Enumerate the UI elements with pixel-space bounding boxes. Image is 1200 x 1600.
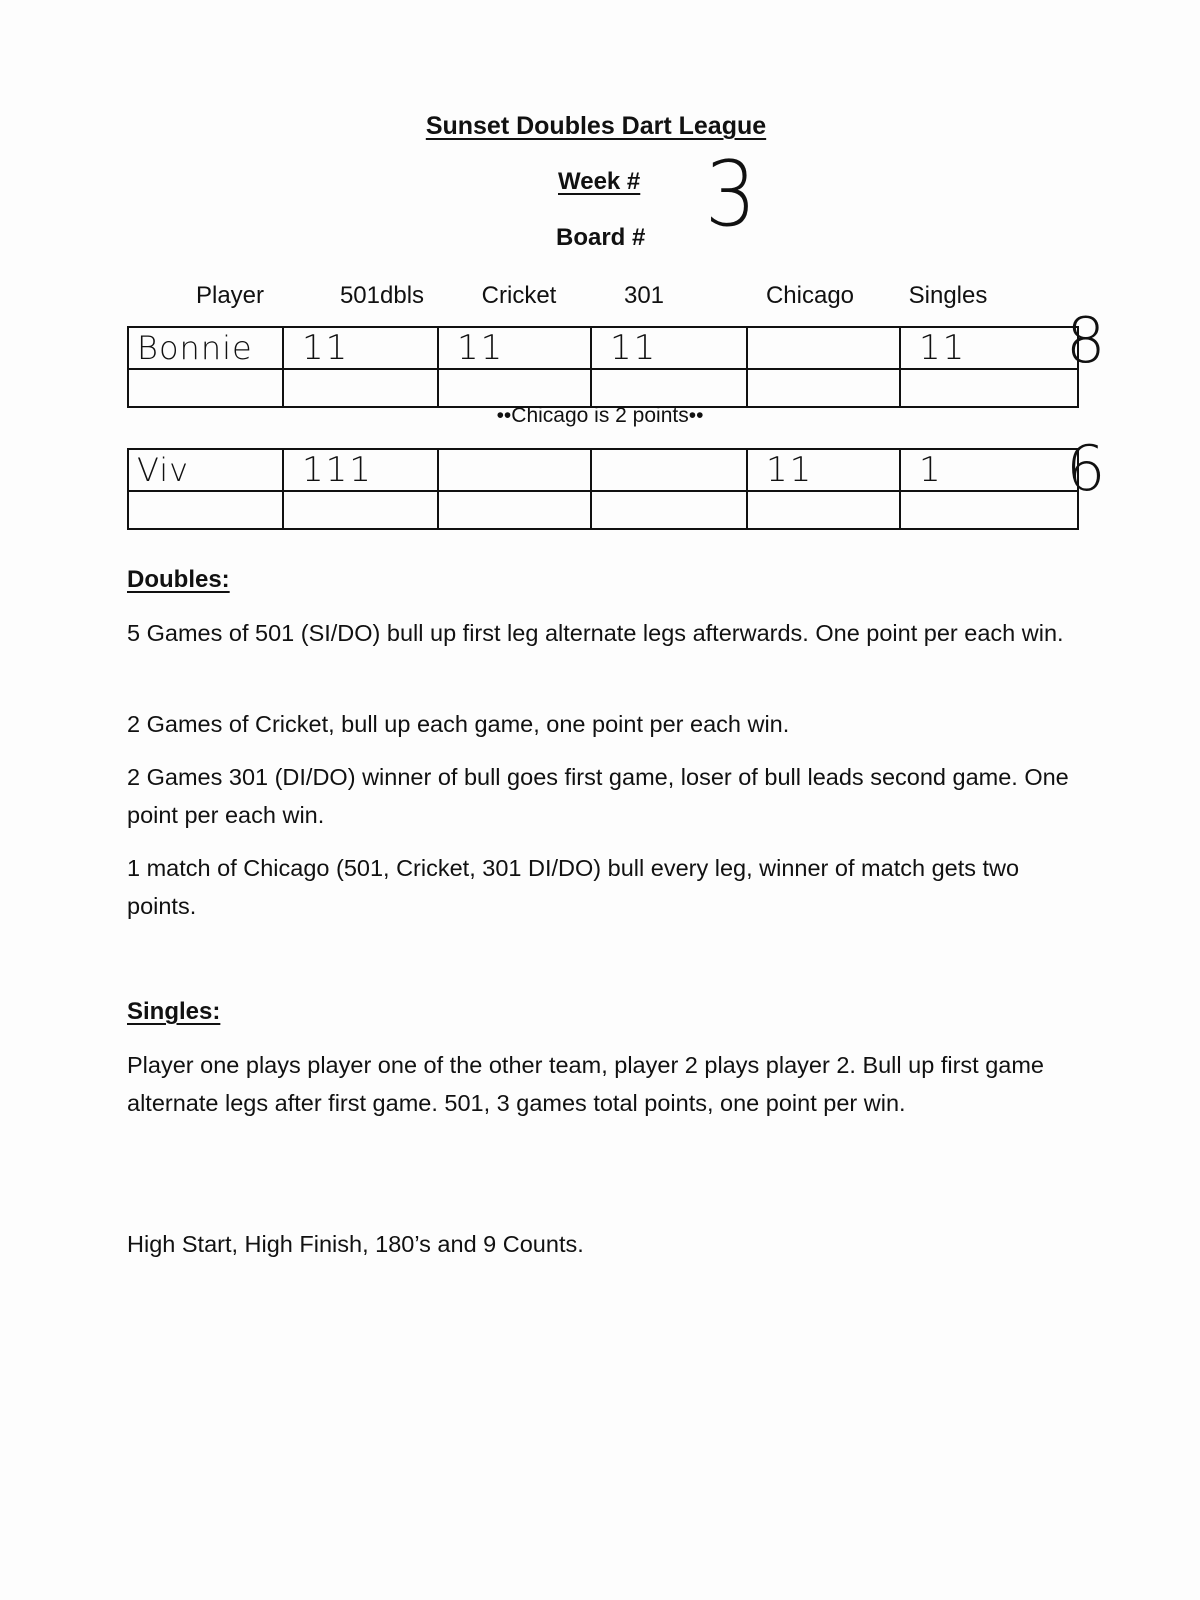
chicago-note: ••Chicago is 2 points•• [496,404,704,427]
empty-cell [128,491,283,529]
singles-heading: Singles: [127,998,221,1025]
doubles-rule: 1 match of Chicago (501, Cricket, 301 DI/DO) bull every leg, winner of match gets two points. [127,855,1020,919]
singles-rule: Player one plays player one of the other team, player 2 plays player 2. Bull up first game alternate legs after first game. 501, 3 games total points, one point per win. [127,1052,1044,1116]
score-row-lower [128,491,1078,529]
column-header-singles: Singles [908,282,988,309]
empty-cell [747,369,900,407]
empty-cell [438,491,591,529]
player-name: Viv [128,449,283,491]
board-label: Board # [556,224,646,251]
score-301: 11 [591,327,747,369]
doubles-rule: 2 Games of Cricket, bull up each game, one point per each win. [127,711,790,737]
score-501dbls: 11 [283,327,438,369]
column-header-501dbls: 501dbls [339,282,425,309]
score-cricket: 11 [438,327,591,369]
player-total: 6 [1066,432,1106,505]
empty-cell [283,491,438,529]
column-header-301: 301 [623,282,665,309]
empty-cell [591,491,747,529]
score-row-lower [128,369,1078,407]
week-label: Week # [558,168,641,195]
score-301 [591,449,747,491]
score-cricket [438,449,591,491]
empty-cell [900,369,1078,407]
empty-cell [283,369,438,407]
week-number: 3 [704,142,757,247]
score-chicago: 11 [747,449,900,491]
score-row-upper [128,449,1078,491]
column-header-chicago: Chicago [765,282,855,309]
score-501dbls: 111 [283,449,438,491]
column-header-player: Player [195,282,265,309]
score-singles: 11 [900,327,1078,369]
column-header-cricket: Cricket [481,282,557,309]
empty-cell [128,369,283,407]
score-grid-player-2 [127,448,1079,530]
doubles-heading: Doubles: [127,566,230,593]
doubles-rule: 5 Games of 501 (SI/DO) bull up first leg alternate legs afterwards. One point per each win. [127,620,1064,646]
empty-cell [900,491,1078,529]
player-total: 8 [1066,304,1106,377]
score-chicago [747,327,900,369]
league-title: Sunset Doubles Dart League [425,112,767,140]
score-singles: 1 [900,449,1078,491]
empty-cell [591,369,747,407]
score-row-upper [128,327,1078,369]
empty-cell [747,491,900,529]
player-name: Bonnie [128,327,283,369]
score-grid-player-1 [127,326,1079,408]
doubles-rule: 2 Games 301 (DI/DO) winner of bull goes first game, loser of bull leads second game. One point per each win. [127,764,1069,828]
footer-note: High Start, High Finish, 180’s and 9 Counts. [127,1231,584,1257]
empty-cell [438,369,591,407]
